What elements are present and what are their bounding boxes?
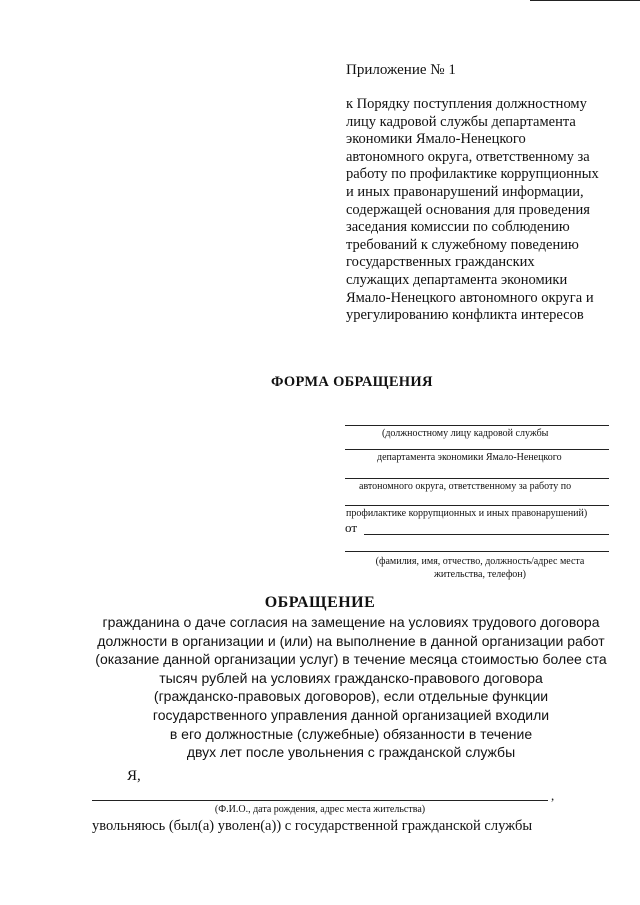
recipient-caption: (должностному лицу кадровой службы: [382, 428, 549, 439]
appendix-title: Приложение № 1: [346, 62, 456, 78]
appendix-line: содержащей основания для проведения: [346, 201, 590, 218]
recipient-fill-line[interactable]: [345, 425, 609, 426]
recipient-fill-line[interactable]: [345, 449, 609, 450]
appendix-line: требований к служебному поведению: [346, 236, 579, 253]
recipient-caption: автономного округа, ответственному за работу по: [359, 481, 572, 492]
appeal-description: [90, 613, 612, 762]
appendix-line: автономного округа, ответственному за: [346, 148, 590, 165]
appendix-line: лицу кадровой службы департамента: [346, 113, 576, 130]
appendix-line: заседания комиссии по соблюдению: [346, 219, 570, 236]
appendix-line: к Порядку поступления должностному: [346, 96, 587, 112]
appendix-line: и иных правонарушений информации,: [346, 183, 584, 200]
appeal-line: (оказание данной организации услуг) в течение месяца стоимостью более ста: [95, 651, 607, 668]
dismissal-statement: увольняюсь (был(а) уволен(а)) с государственной гражданской службы: [92, 818, 533, 834]
appeal-line: государственного управления данной организацией входили: [152, 706, 550, 723]
top-edge-line: [530, 0, 640, 1]
from-fill-line[interactable]: [364, 534, 609, 535]
appeal-line: должности в организации и (или) на выполнение в данной организации работ: [97, 632, 605, 649]
form-title: ФОРМА ОБРАЩЕНИЯ: [271, 374, 433, 390]
appeal-title: ОБРАЩЕНИЕ: [264, 594, 376, 611]
from-label: от: [345, 520, 358, 535]
appeal-line: в его должностные (служебные) обязанности в течение: [169, 725, 533, 742]
name-caption: (Ф.И.О., дата рождения, адрес места жительства): [214, 804, 426, 815]
appendix-description: [346, 96, 616, 325]
appendix-line: работу по профилактике коррупционных: [346, 166, 599, 183]
appendix-line: служащих департамента экономики: [346, 271, 568, 288]
sender-caption: (фамилия, имя, отчество, должность/адрес места жительства, телефон): [375, 556, 585, 580]
appendix-line: государственных гражданских: [346, 254, 535, 271]
comma-mark: ,: [551, 788, 555, 803]
recipient-caption: профилактике коррупционных и иных правонарушений): [346, 508, 588, 519]
appendix-line: экономики Ямало-Ненецкого: [346, 131, 526, 148]
sender-fill-line[interactable]: [345, 551, 609, 552]
name-fill-line[interactable]: [92, 800, 548, 801]
appendix-line: Ямало-Ненецкого автономного округа и: [346, 289, 594, 306]
recipient-caption: департамента экономики Ямало-Ненецкого: [377, 452, 562, 463]
appeal-line: тысяч рублей на условиях гражданско-правового договора: [159, 669, 543, 686]
ya-label: Я,: [127, 768, 141, 784]
appeal-line: (гражданско-правовых договоров), если отдельные функции: [153, 688, 549, 705]
recipient-fill-line[interactable]: [345, 478, 609, 479]
appendix-line: урегулированию конфликта интересов: [346, 307, 584, 324]
appeal-line: гражданина о даче согласия на замещение на условиях трудового договора: [102, 614, 600, 630]
recipient-fill-line[interactable]: [345, 505, 609, 506]
appeal-line: двух лет после увольнения с гражданской службы: [186, 744, 516, 761]
